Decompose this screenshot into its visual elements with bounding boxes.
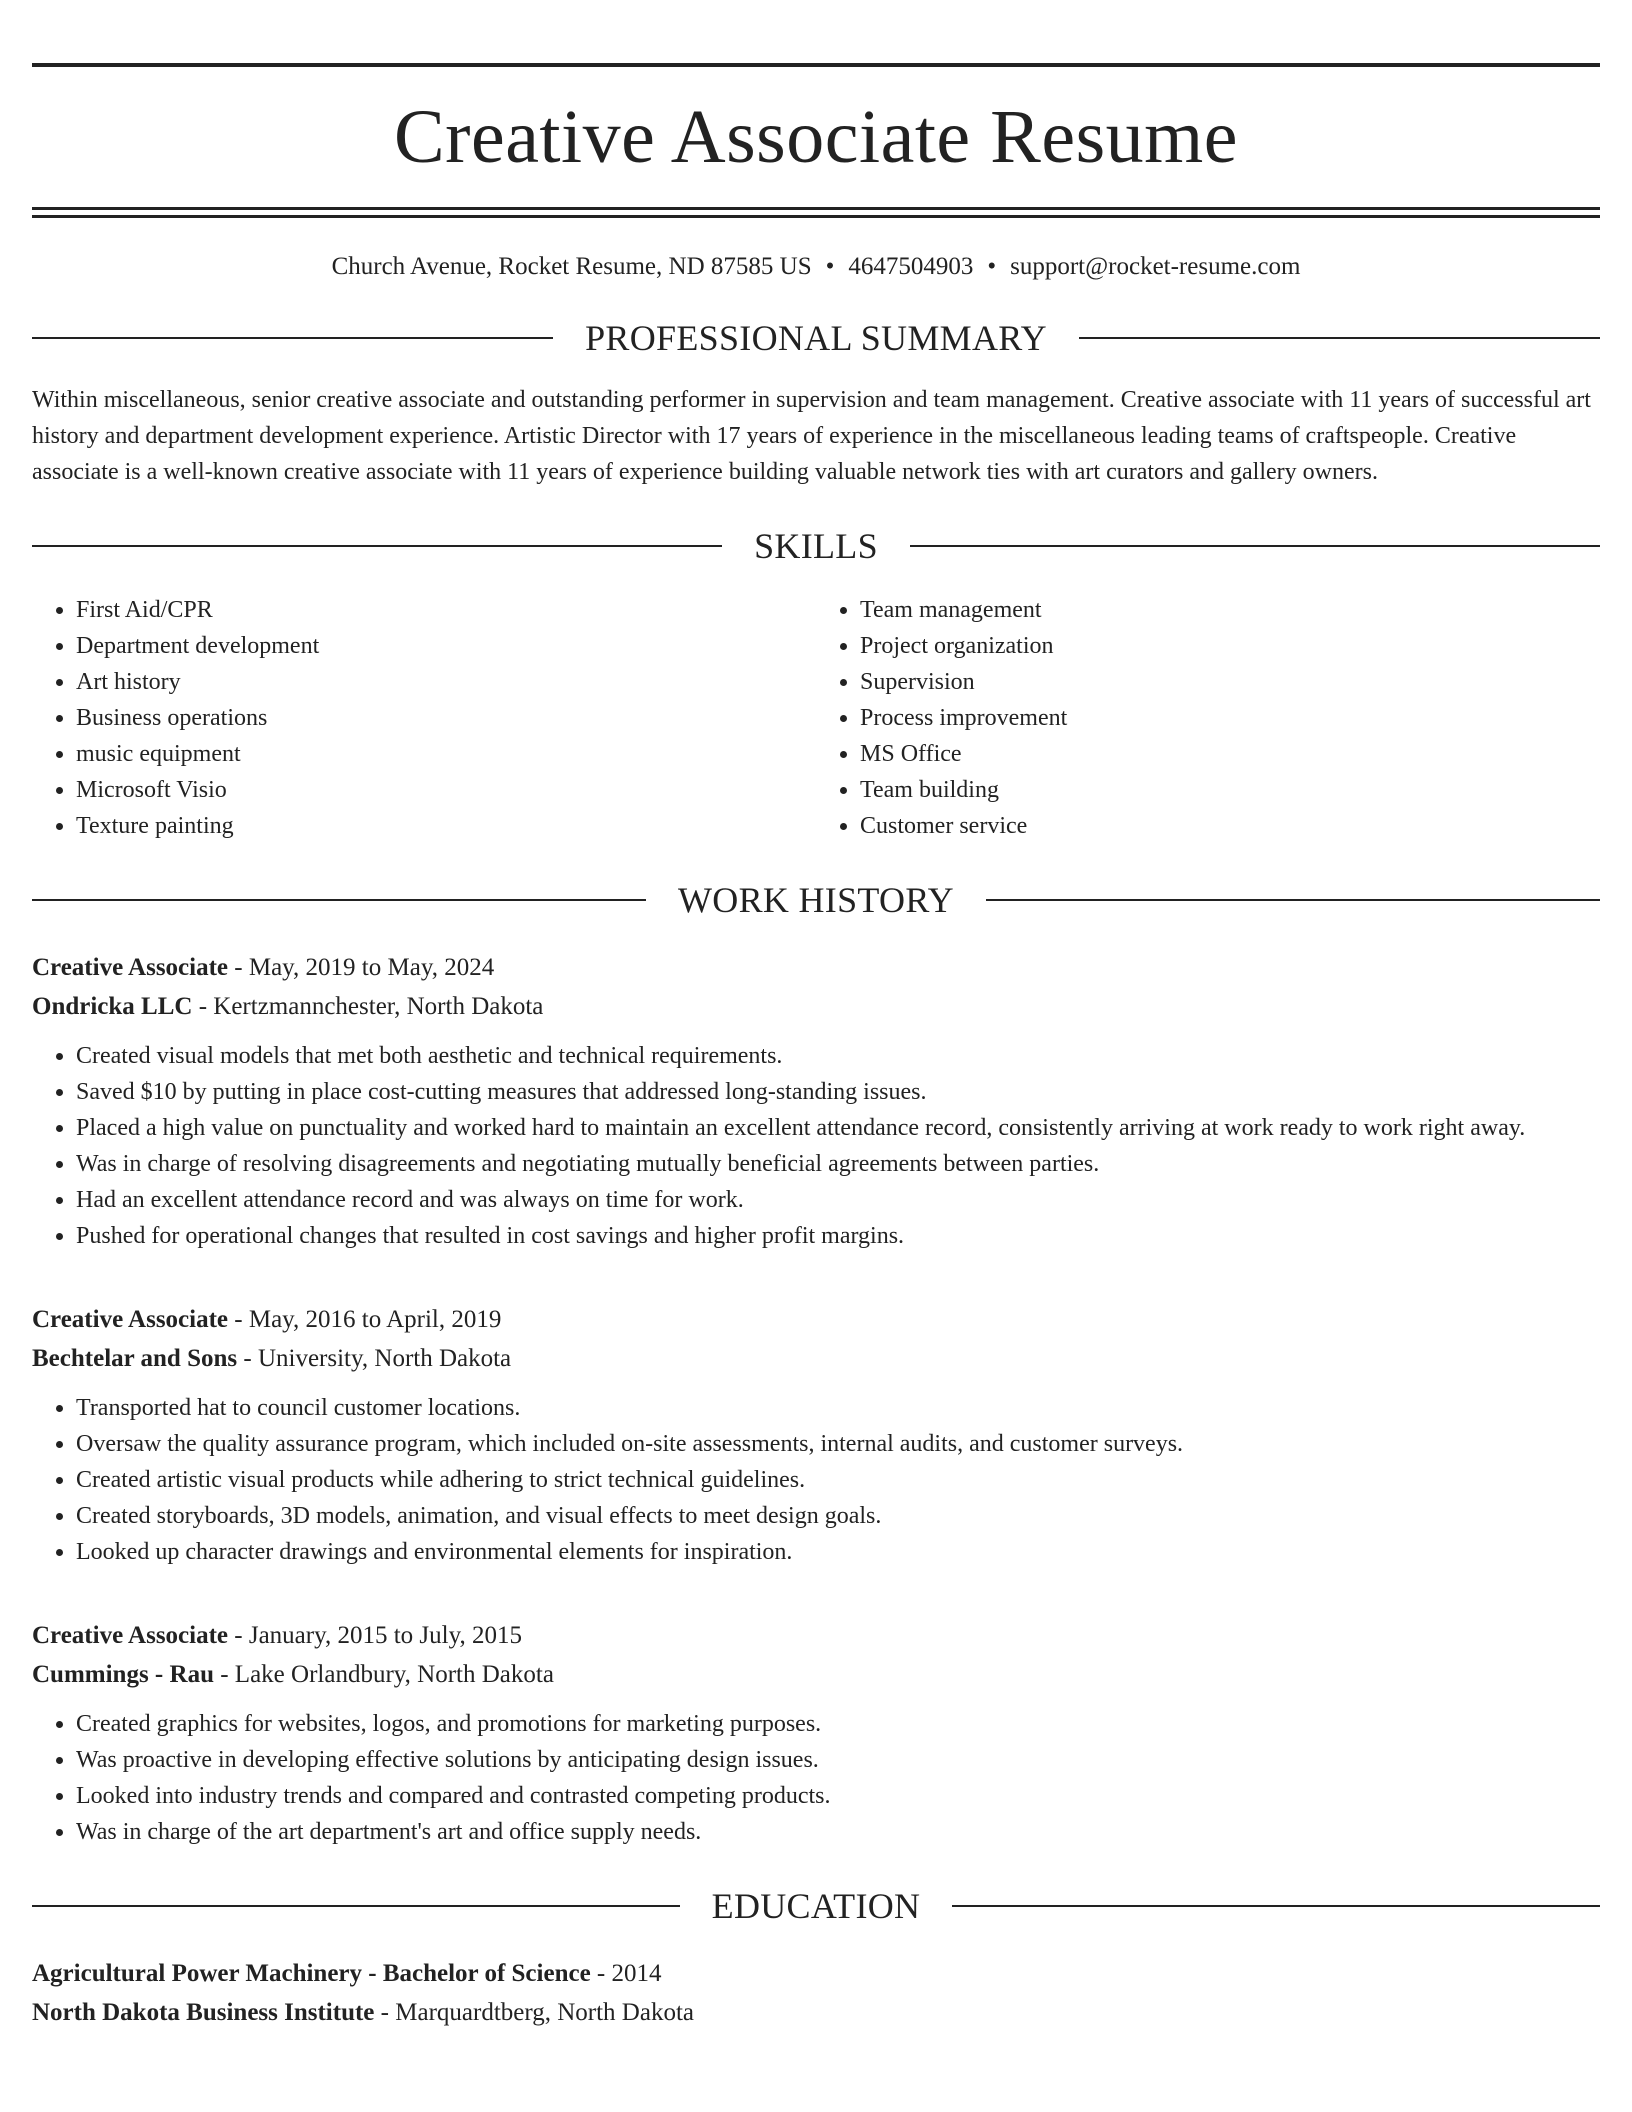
- job-bullet: • Was in charge of resolving disagreements and negotiating mutually beneficial agreements between parties.: [76, 1146, 1600, 1182]
- skill-item: • Business operations: [76, 700, 816, 736]
- skill-item: • Team management: [860, 592, 1600, 628]
- education-location: - Marquardtberg, North Dakota: [374, 1999, 695, 2026]
- skills-column-left: [32, 592, 816, 844]
- job-entry: [32, 1616, 1600, 1850]
- title-double-rule: [32, 207, 1600, 218]
- education-school: North Dakota Business Institute: [32, 1999, 375, 2026]
- contact-separator: •: [825, 253, 835, 280]
- job-bullets: [32, 1706, 1600, 1850]
- job-location: - Lake Orlandbury, North Dakota: [213, 1661, 554, 1688]
- work-heading: WORK HISTORY: [678, 880, 954, 920]
- job-bullets: [32, 1038, 1600, 1254]
- section-heading-skills: [32, 526, 1600, 566]
- job-bullet: • Oversaw the quality assurance program, which included on-site assessments, internal audits, and customer surveys.: [76, 1426, 1600, 1462]
- job-bullet: • Created visual models that met both aesthetic and technical requirements.: [76, 1038, 1600, 1074]
- job-location: - University, North Dakota: [237, 1345, 512, 1372]
- heading-rule: [1079, 337, 1600, 339]
- heading-rule: [32, 1905, 680, 1907]
- heading-rule: [32, 899, 646, 901]
- job-bullet: • Looked up character drawings and environmental elements for inspiration.: [76, 1534, 1600, 1570]
- heading-rule: [986, 899, 1600, 901]
- job-bullet: • Pushed for operational changes that resulted in cost savings and higher profit margins.: [76, 1218, 1600, 1254]
- skill-item: • Supervision: [860, 664, 1600, 700]
- section-heading-summary: [32, 318, 1600, 358]
- job-title-line: [32, 1300, 1600, 1339]
- job-dates: - January, 2015 to July, 2015: [228, 1622, 522, 1649]
- job-bullet: • Created graphics for websites, logos, and promotions for marketing purposes.: [76, 1706, 1600, 1742]
- job-dates: - May, 2016 to April, 2019: [228, 1306, 502, 1333]
- skill-item: • Team building: [860, 772, 1600, 808]
- summary-text: Within miscellaneous, senior creative associate and outstanding performer in supervision and team management. Creative associate with 11 years of successful art history and department development experience. Artistic Director with 17 years of experience in the miscellaneous leading teams of craftspeople. Creative associate is a well-known creative associate with 11 years of experience building valuable network ties with art curators and gallery owners.: [32, 387, 1591, 485]
- job-company: Ondricka LLC: [32, 993, 193, 1020]
- skill-item: • Texture painting: [76, 808, 816, 844]
- skill-item: • Customer service: [860, 808, 1600, 844]
- job-title-line: [32, 1616, 1600, 1655]
- education-degree-line: [32, 1954, 1600, 1993]
- job-bullets: [32, 1390, 1600, 1570]
- skill-item: • MS Office: [860, 736, 1600, 772]
- skills-column-right: [816, 592, 1600, 844]
- section-heading-work: [32, 880, 1600, 920]
- job-company-line: [32, 1655, 1600, 1694]
- job-company: Cummings - Rau: [32, 1661, 214, 1688]
- education-heading: EDUCATION: [711, 1886, 921, 1926]
- job-title: Creative Associate: [32, 954, 229, 981]
- resume-page: [32, 0, 1600, 2032]
- contact-separator: •: [987, 253, 997, 280]
- job-entry: [32, 948, 1600, 1254]
- contact-address: Church Avenue, Rocket Resume, ND 87585 US: [331, 253, 812, 280]
- job-dates: - May, 2019 to May, 2024: [228, 954, 495, 981]
- job-bullet: • Placed a high value on punctuality and worked hard to maintain an excellent attendance record, consistently arriving at work ready to work right away.: [76, 1110, 1600, 1146]
- heading-rule: [952, 1905, 1600, 1907]
- job-bullet: • Had an excellent attendance record and was always on time for work.: [76, 1182, 1600, 1218]
- job-bullet: • Created artistic visual products while adhering to strict technical guidelines.: [76, 1462, 1600, 1498]
- skill-item: • Department development: [76, 628, 816, 664]
- job-bullet: • Transported hat to council customer locations.: [76, 1390, 1600, 1426]
- top-rule: [32, 63, 1600, 67]
- section-heading-education: [32, 1886, 1600, 1926]
- contact-phone: 4647504903: [848, 253, 974, 280]
- skill-item: • music equipment: [76, 736, 816, 772]
- job-company-line: [32, 987, 1600, 1026]
- education-year: - 2014: [590, 1960, 662, 1987]
- heading-rule: [910, 545, 1600, 547]
- heading-rule: [32, 545, 722, 547]
- skills-heading: SKILLS: [754, 526, 878, 566]
- education-school-line: [32, 1993, 1600, 2032]
- job-bullet: • Saved $10 by putting in place cost-cutting measures that addressed long-standing issues.: [76, 1074, 1600, 1110]
- skill-item: • Microsoft Visio: [76, 772, 816, 808]
- job-company-line: [32, 1339, 1600, 1378]
- job-bullet: • Looked into industry trends and compared and contrasted competing products.: [76, 1778, 1600, 1814]
- contact-line: [32, 252, 1600, 282]
- job-location: - Kertzmannchester, North Dakota: [192, 993, 544, 1020]
- skill-item: • Project organization: [860, 628, 1600, 664]
- job-bullet: • Was in charge of the art department's art and office supply needs.: [76, 1814, 1600, 1850]
- job-title: Creative Associate: [32, 1622, 229, 1649]
- job-company: Bechtelar and Sons: [32, 1345, 238, 1372]
- skill-item: • Art history: [76, 664, 816, 700]
- contact-email: support@rocket-resume.com: [1010, 253, 1301, 280]
- resume-title: Creative Associate Resume: [393, 95, 1239, 179]
- job-bullet: • Created storyboards, 3D models, animation, and visual effects to meet design goals.: [76, 1498, 1600, 1534]
- education-entry: [32, 1954, 1600, 2032]
- summary-heading: PROFESSIONAL SUMMARY: [585, 318, 1047, 358]
- skill-item: • First Aid/CPR: [76, 592, 816, 628]
- job-bullet: • Was proactive in developing effective solutions by anticipating design issues.: [76, 1742, 1600, 1778]
- skills-list: [32, 592, 1600, 844]
- heading-rule: [32, 337, 553, 339]
- job-title: Creative Associate: [32, 1306, 229, 1333]
- job-entry: [32, 1300, 1600, 1570]
- job-title-line: [32, 948, 1600, 987]
- education-degree: Agricultural Power Machinery - Bachelor of Science: [32, 1960, 591, 1987]
- skill-item: • Process improvement: [860, 700, 1600, 736]
